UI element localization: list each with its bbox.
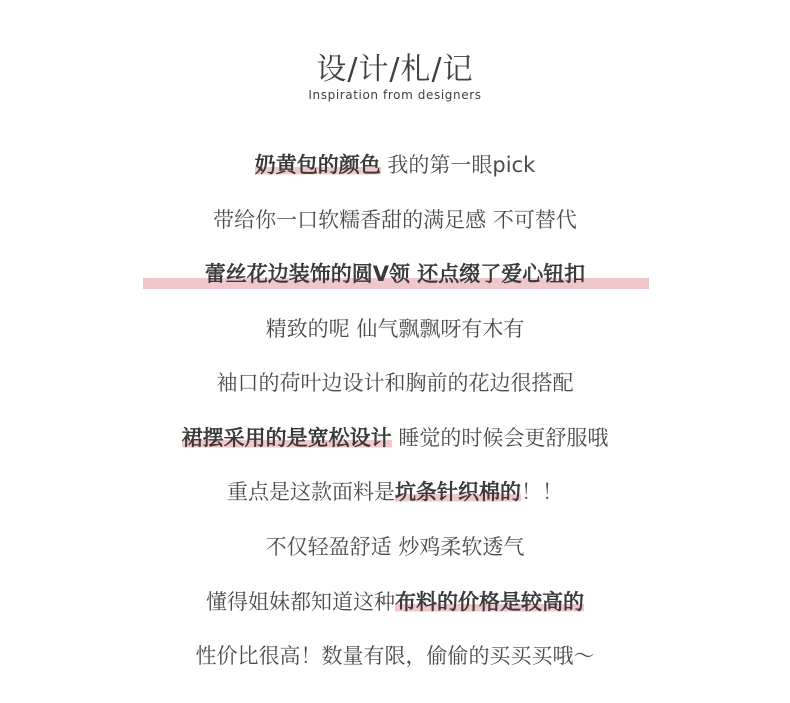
line-text: 精致的呢 仙气飘飘呀有木有 [265,317,525,341]
highlighted-text: 布料的价格是较高的 [395,590,584,614]
text-line [0,477,790,507]
text-line [0,423,790,453]
line-text: 不仅轻盈舒适 炒鸡柔软透气 [265,535,525,559]
text-line [0,587,790,617]
text-line [0,532,790,562]
text-line [0,205,790,235]
text-line [0,641,790,671]
text-line [0,259,790,289]
text-line [0,368,790,398]
line-text: ！！ [521,480,563,504]
page-subtitle: Inspiration from designers [308,88,482,102]
line-text: 性价比很高！数量有限，偷偷的买买买哦～ [195,644,595,668]
highlighted-text: 坑条针织棉的 [395,480,521,504]
page-title: 设/计/札/记 [316,52,474,87]
highlighted-text: 奶黄包的颜色 [254,153,381,177]
line-text: 睡觉的时候会更舒服哦 [391,426,609,450]
highlighted-text: 裙摆采用的是宽松设计 [181,426,392,450]
line-text: 重点是这款面料是 [227,480,395,504]
line-text: 袖口的荷叶边设计和胸前的花边很搭配 [216,371,574,395]
text-line [0,150,790,180]
line-text: 带给你一口软糯香甜的满足感 不可替代 [213,208,577,232]
text-line [0,314,790,344]
line-text: 我的第一眼pick [380,153,536,177]
line-text: 懂得姐妹都知道这种 [206,590,395,614]
highlighted-text: 蕾丝花边装饰的圆V领 还点缀了爱心钮扣 [204,262,586,286]
